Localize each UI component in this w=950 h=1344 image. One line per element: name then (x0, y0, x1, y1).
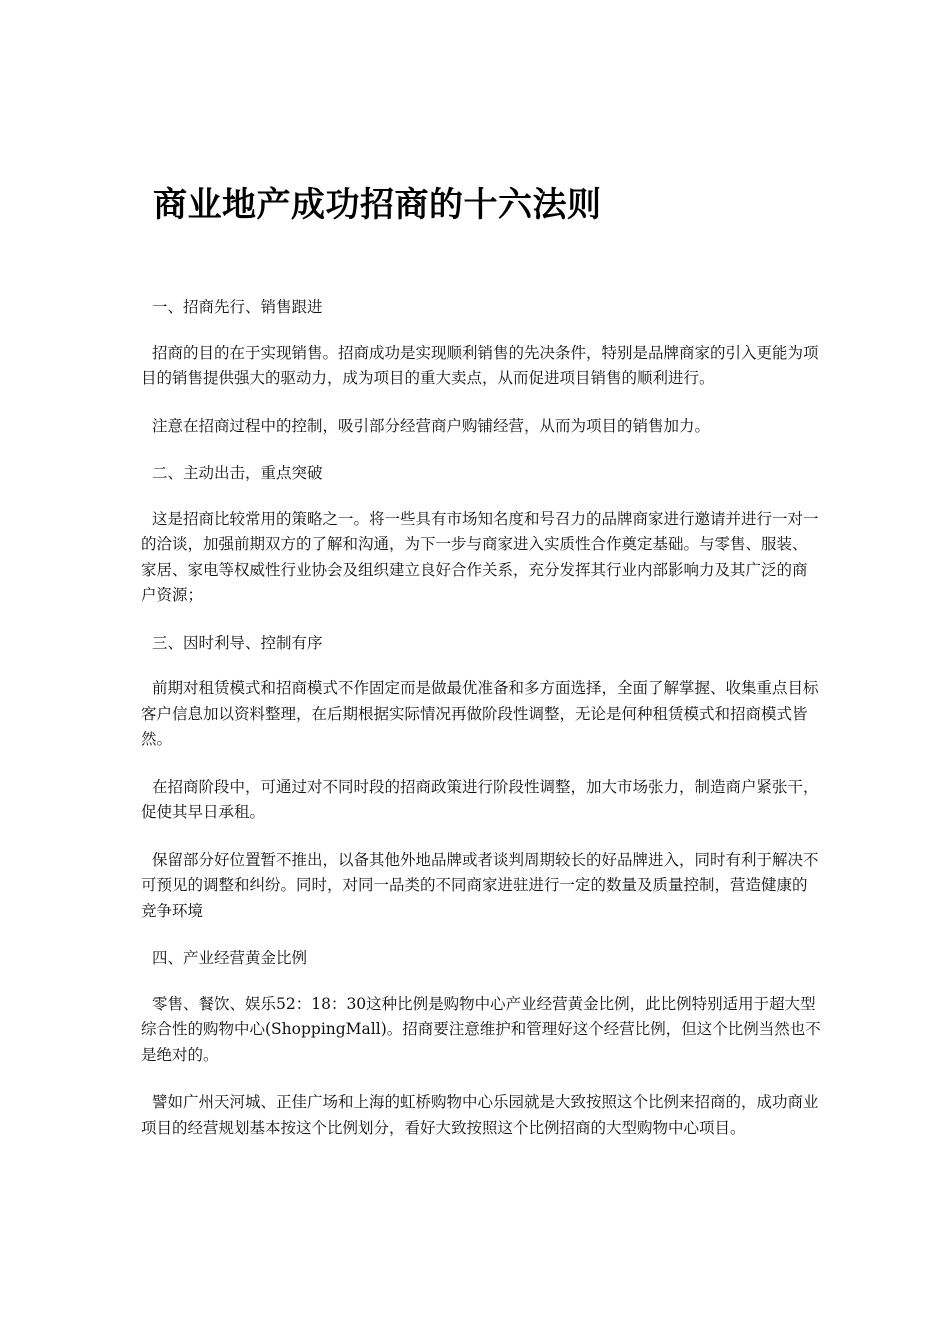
section-heading-1: 一、招商先行、销售跟进 (152, 298, 323, 316)
paragraph: 注意在招商过程中的控制，吸引部分经营商户购铺经营，从而为项目的销售加力。 (152, 416, 711, 435)
paragraph: 零售、餐饮、娱乐52：18：30这种比例是购物中心产业经营黄金比例，此比例特别适用于超大型综合性的购物中心(ShoppingMall)。招商要注意维护和管理好这个经营比例，但这个比例当然也不是绝对的。 (141, 994, 821, 1064)
paragraph: 前期对租赁模式和招商模式不作固定而是做最优准备和多方面选择，全面了解掌握、收集重点目标客户信息加以资料整理，在后期根据实际情况再做阶段性调整，无论是何种租赁模式和招商模式皆然。 (141, 679, 819, 748)
document-title: 商业地产成功招商的十六法则 (153, 185, 602, 225)
document-body (141, 295, 821, 1163)
paragraph: 譬如广州天河城、正佳广场和上海的虹桥购物中心乐园就是大致按照这个比例来招商的，成功商业项目的经营规划基本按这个比例划分，看好大致按照这个比例招商的大型购物中心项目。 (141, 1093, 819, 1137)
paragraph: 这是招商比较常用的策略之一。将一些具有市场知名度和号召力的品牌商家进行邀请并进行一对一的洽谈，加强前期双方的了解和沟通，为下一步与商家进入实质性合作奠定基础。与零售、服装、家居、家电等权威性行业协会及组织建立良好合作关系，充分发挥其行业内部影响力及其广泛的商户资源； (141, 509, 819, 604)
section-heading-3: 三、因时利导、控制有序 (152, 633, 323, 652)
paragraph: 保留部分好位置暂不推出，以备其他外地品牌或者谈判周期较长的好品牌进入，同时有利于解决不可预见的调整和纠纷。同时，对同一品类的不同商家进驻进行一定的数量及质量控制，营造健康的竞争环境 (141, 850, 819, 920)
paragraph: 招商的目的在于实现销售。招商成功是实现顺利销售的先决条件，特别是品牌商家的引入更能为项目的销售提供强大的驱动力，成为项目的重大卖点，从而促进项目销售的顺利进行。 (141, 343, 819, 387)
section-heading-4: 四、产业经营黄金比例 (152, 949, 308, 967)
paragraph: 在招商阶段中，可通过对不同时段的招商政策进行阶段性调整，加大市场张力，制造商户紧张干，促使其早日承租。 (141, 777, 819, 821)
section-heading-2: 二、主动出击，重点突破 (152, 464, 323, 482)
